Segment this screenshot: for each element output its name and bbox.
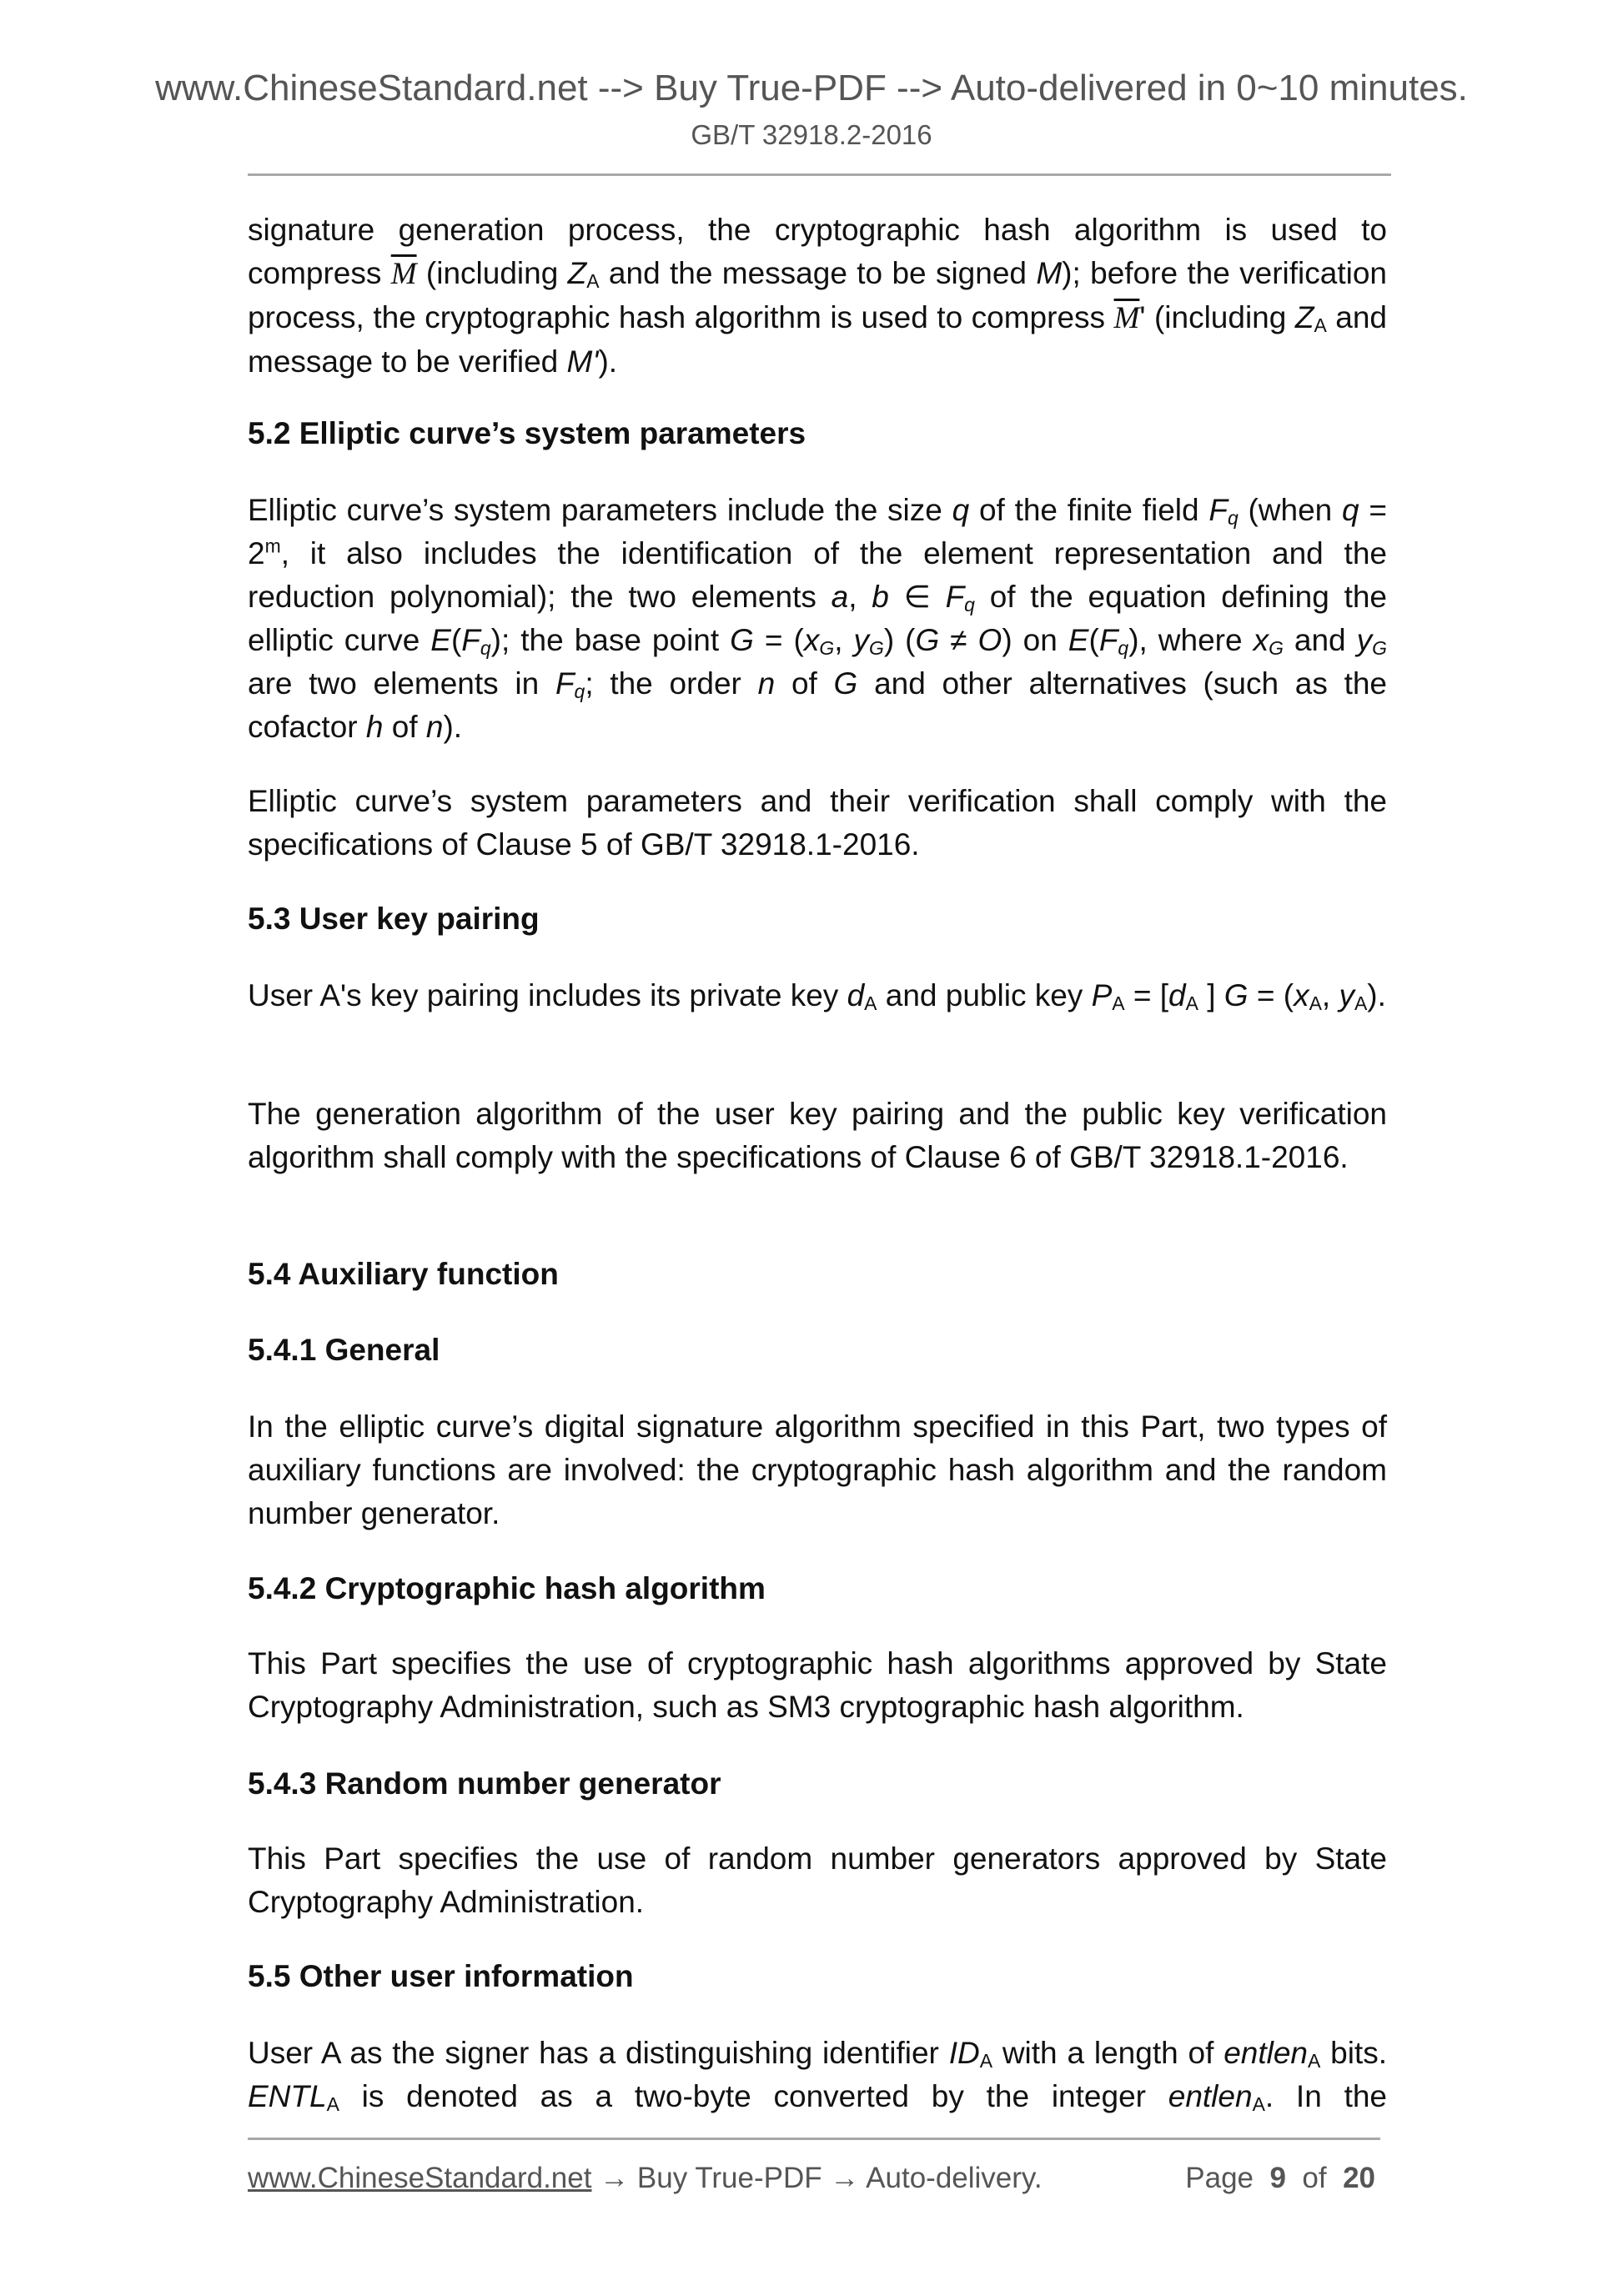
math-symbol: q [964,594,975,616]
text-run: ); before the verification process, the cryptographic hash algorithm is used to compress [248,256,1388,334]
text-run: . In the [1264,2079,1387,2113]
page-indicator [1185,2158,1375,2198]
paragraph-random-generator: This Part specifies the use of random number generators approved by State Cryptography Administration. [248,1841,1387,1919]
text-run: ; the order [585,666,758,701]
math-symbol: F [1098,623,1118,657]
math-symbol: E [430,623,451,657]
heading-5-2: 5.2 Elliptic curve’s system parameters [248,416,806,450]
footer-tagline: → Buy True-PDF → Auto-delivery. [591,2162,1043,2194]
math-symbol: q [480,637,491,660]
text-run: , [1321,978,1339,1012]
math-symbol: y [1356,623,1373,657]
math-symbol: A [979,2050,993,2072]
text-run: ). [1367,978,1386,1012]
text-run: (when [1238,493,1343,527]
header-divider [248,173,1391,176]
math-symbol: Z [1294,300,1314,334]
math-symbol: y [1339,978,1354,1012]
paragraph-user-information [248,2032,1387,2118]
math-symbol: q [952,493,970,527]
math-symbol: G [1224,978,1249,1012]
text-run: User A as the signer has a distinguishing identifier [248,2036,949,2070]
text-run: ) ( [883,623,916,657]
text-run: bits. [1320,2036,1387,2070]
paragraph-general: In the elliptic curve’s digital signature algorithm specified in this Part, two types of auxiliary functions are involved: the cryptographic hash algorithm and the random number generator. [248,1409,1387,1530]
math-symbol: $\overline{M}$ [390,257,417,291]
heading-5-4-2: 5.4.2 Cryptographic hash algorithm [248,1571,766,1605]
text-run: = ( [753,623,804,657]
paragraph-hash-algorithm: This Part specifies the use of cryptographic hash algorithms approved by State Cryptography Administration, such as SM3 cryptographic hash algorithm. [248,1646,1387,1724]
footer-text [248,2158,1043,2198]
page-number: 9 [1269,2162,1286,2194]
page-footer [248,2158,1375,2198]
math-symbol: a [831,580,849,614]
math-symbol: A [586,270,600,293]
math-symbol: q [574,681,585,703]
math-symbol: A [1112,992,1125,1015]
math-symbol: d [1168,978,1186,1012]
text-run: and public key [877,978,1092,1012]
math-symbol: A [864,992,877,1015]
text-run: ( [450,623,462,657]
text-run: ' (including [1139,300,1295,334]
math-symbol: F [555,666,575,701]
standard-number: GB/T 32918.2-2016 [691,119,932,150]
math-symbol: A [1252,2093,1265,2116]
paragraph-key-pairing [248,974,1387,1017]
site-link[interactable]: www.ChineseStandard.net [248,2162,592,2194]
math-symbol: n [757,666,776,701]
math-symbol: x [1294,978,1309,1012]
math-symbol: G [819,637,835,660]
text-run: and the message to be signed [599,256,1037,290]
text-run: ); the base point [490,623,731,657]
math-symbol: ENTL [248,2079,327,2113]
text-run: , [848,580,872,614]
math-symbol: P [1091,978,1113,1012]
text-run: User A's key pairing includes its private key [248,978,847,1012]
text-run: Elliptic curve’s system parameters include the size [248,493,952,527]
math-symbol: A [326,2093,339,2116]
math-symbol: Z [567,256,587,290]
page-total: 20 [1343,2162,1375,2194]
math-symbol: n [425,710,444,744]
text-run: ). [598,344,618,379]
heading-5-5: 5.5 Other user information [248,1959,634,1993]
math-symbol: G [833,666,858,701]
heading-5-4: 5.4 Auxiliary function [248,1257,559,1291]
math-symbol: $\overline{M}$ [1113,301,1140,335]
text-run: are two elements in [248,666,555,701]
heading-5-4-3: 5.4.3 Random number generator [248,1766,721,1801]
math-symbol: G [1269,637,1284,660]
math-symbol: A [1308,2050,1321,2072]
text-run: ( [1088,623,1099,657]
text-run: ] [1198,978,1224,1012]
math-symbol: q [1227,507,1239,530]
header-banner: www.ChineseStandard.net --> Buy True-PDF --> Auto-delivered in 0~10 minutes. [155,68,1468,108]
math-symbol: G [730,623,754,657]
text-run: = ( [1248,978,1294,1012]
math-symbol: entlen [1168,2079,1253,2113]
footer-divider [248,2138,1380,2140]
text-run: = [ [1124,978,1169,1012]
text-run: of the finite field [969,493,1209,527]
math-symbol: F [1208,493,1228,527]
text-run: ). [443,710,463,744]
text-run: of [775,666,834,701]
heading-5-3: 5.3 User key pairing [248,902,540,936]
math-symbol: F [461,623,480,657]
math-symbol: x [803,623,820,657]
math-symbol: q [1118,637,1129,660]
text-run: with a length of [992,2036,1224,2070]
text-run: (including [416,256,568,290]
text-run: and other alternatives (such as the cofactor [248,666,1388,744]
text-run: and [1283,623,1357,657]
math-symbol: m [264,535,281,557]
heading-5-4-1: 5.4.1 General [248,1333,440,1367]
math-symbol: A [1309,992,1322,1015]
math-symbol: ID [948,2036,980,2070]
paragraph-parameters-verification: Elliptic curve’s system parameters and their verification shall comply with the specifications of Clause 5 of GB/T 32918.1-2016. [248,784,1387,862]
text-run: = 2 [248,493,1387,570]
math-symbol: y [853,623,869,657]
page-label: Page [1185,2162,1254,2194]
text-run: and message to be verified [248,300,1387,379]
math-symbol: h [365,710,384,744]
math-symbol: q [1342,493,1359,527]
text-run: of the equation defining the elliptic curve [248,580,1388,657]
text-run: , [834,623,854,657]
paragraph-system-parameters [248,489,1387,749]
math-symbol: F [945,580,965,614]
paragraph-hash-compress [248,208,1387,384]
math-symbol: M' [566,344,599,379]
text-run: signature generation process, the cryptographic hash algorithm is used to compress [248,213,1387,290]
math-symbol: b [872,580,889,614]
text-run: ) on [1002,623,1068,657]
text-run: is denoted as a two-byte converted by the integer [339,2079,1168,2113]
math-symbol: A [1354,992,1368,1015]
math-symbol: x [1253,623,1269,657]
math-symbol: A [1185,992,1198,1015]
math-symbol: G ≠ O [915,623,1002,657]
paragraph-key-generation: The generation algorithm of the user key pairing and the public key verification algorithm shall comply with the specifications of Clause 6 of GB/T 32918.1-2016. [248,1097,1387,1174]
math-symbol: A [1314,314,1327,337]
math-symbol: G [868,637,884,660]
math-symbol: d [847,978,865,1012]
text-run: ∈ [888,580,946,614]
math-symbol: entlen [1224,2036,1308,2070]
text-run: ), where [1128,623,1254,657]
math-symbol: M [1036,256,1063,290]
of-label: of [1302,2162,1327,2194]
text-run: , it also includes the identification of the element representation and the reduction polynomial); the two elements [248,536,1387,614]
text-run: of [383,710,426,744]
math-symbol: G [1372,637,1387,660]
math-symbol: E [1068,623,1089,657]
